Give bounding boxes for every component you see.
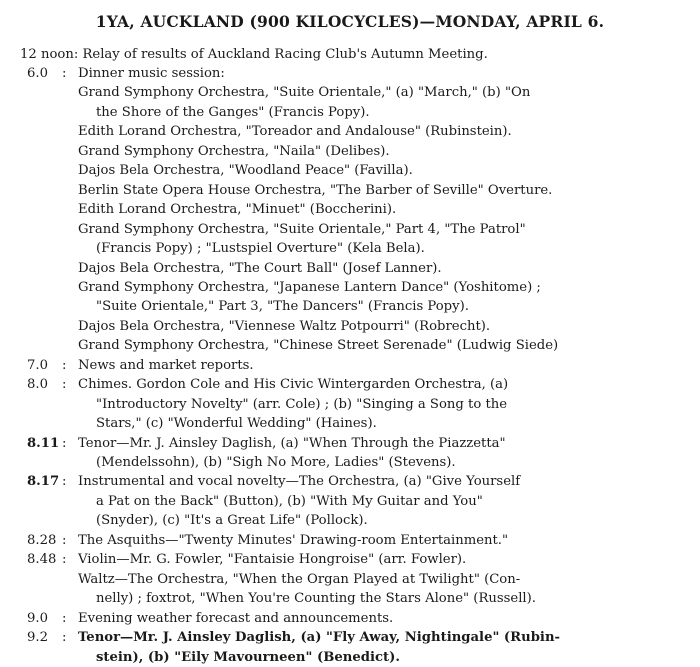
entry-line: (Snyder), (c) "It's a Great Life" (Pollock). [96,513,368,529]
entry-separator: : [62,377,67,393]
entry-time: 7.0 [27,357,48,373]
entry-separator: : [62,532,67,548]
entry-line: Tenor—Mr. J. Ainsley Daglish, (a) "When Through the Piazzetta" [78,435,506,451]
station-heading: 1YA, AUCKLAND (900 KILOCYCLES)—MONDAY, APRIL 6. [95,12,605,31]
entry-time: 8.28 [27,532,57,548]
entry-line: Edith Lorand Orchestra, "Minuet" (Boccherini). [78,202,397,218]
entry-line: Dajos Bela Orchestra, "Woodland Peace" (Favilla). [78,163,413,179]
entry-separator: : [62,474,67,490]
entry-time: 8.11 [27,435,60,451]
entry-line: stein), (b) "Eily Mavourneen" (Benedict). [96,649,400,665]
entry-line: Berlin State Opera House Orchestra, "The Barber of Seville" Overture. [78,182,553,198]
entry-line: (Francis Popy) ; "Lustspiel Overture" (Kela Bela). [96,241,425,257]
entry-separator: : [62,357,67,373]
entry-time: 8.0 [27,377,48,393]
entry-line: Grand Symphony Orchestra, "Naila" (Delibes). [78,143,390,159]
entry-line: nelly) ; foxtrot, "When You're Counting the Stars Alone" (Russell). [96,591,536,607]
entry-separator: : [62,630,67,646]
entry-line: Chimes. Gordon Cole and His Civic Wintergarden Orchestra, (a) [78,377,509,393]
noon-text: : Relay of results of Auckland Racing Club's Autumn Meeting. [73,47,488,62]
entry-line: a Pat on the Back" (Button), (b) "With My Guitar and You" [96,493,483,509]
entry-line: "Suite Orientale," Part 3, "The Dancers" (Francis Popy). [96,299,469,315]
entry-line: (Mendelssohn), (b) "Sigh No More, Ladies" (Stevens). [96,455,456,470]
entry-line: Grand Symphony Orchestra, "Suite Orientale," Part 4, "The Patrol" [78,221,526,237]
entry-line: Stars," (c) "Wonderful Wedding" (Haines). [96,416,377,432]
entry-line: "Introductory Novelty" (arr. Cole) ; (b) "Singing a Song to the [96,396,508,412]
entry-separator: : [62,610,67,626]
entry-line: the Shore of the Ganges" (Francis Popy). [96,104,370,120]
entry-time: 6.0 [27,66,48,81]
entry-time: 8.48 [27,552,57,568]
entry-line: News and market reports. [78,357,254,373]
entry-line: Waltz—The Orchestra, "When the Organ Played at Twilight" (Con- [78,571,521,587]
entry-line: Violin—Mr. G. Fowler, "Fantaisie Hongroise" (arr. Fowler). [78,552,467,568]
entry-line: Dajos Bela Orchestra, "Viennese Waltz Potpourri" (Robrecht). [78,318,491,334]
entry-time: 9.0 [27,610,48,626]
noon-time: 12 noon [20,47,74,62]
entry-line: Grand Symphony Orchestra, "Suite Orientale," (a) "March," (b) "On [78,85,531,101]
entry-line: Dajos Bela Orchestra, "The Court Ball" (Josef Lanner). [78,260,442,276]
entry-line: Tenor—Mr. J. Ainsley Daglish, (a) "Fly Away, Nightingale" (Rubin- [78,630,561,646]
entry-line: Edith Lorand Orchestra, "Toreador and Andalouse" (Rubinstein). [78,124,512,140]
entry-line: Instrumental and vocal novelty—The Orchestra, (a) "Give Yourself [78,474,521,490]
entry-separator: : [62,552,67,568]
entry-time: 9.2 [27,630,48,646]
entry-separator: : [62,66,67,81]
entry-separator: : [62,435,67,451]
entry-line: Grand Symphony Orchestra, "Chinese Street Serenade" (Ludwig Siede) [78,338,559,354]
entry-line: Dinner music session: [78,66,225,81]
entry-line: Evening weather forecast and announcements. [78,610,394,626]
entry-time: 8.17 [27,474,60,490]
noon-entry [20,45,488,64]
entry-line: Grand Symphony Orchestra, "Japanese Lantern Dance" (Yoshitome) ; [78,279,541,295]
entry-line: The Asquiths—"Twenty Minutes' Drawing-room Entertainment." [78,532,509,548]
